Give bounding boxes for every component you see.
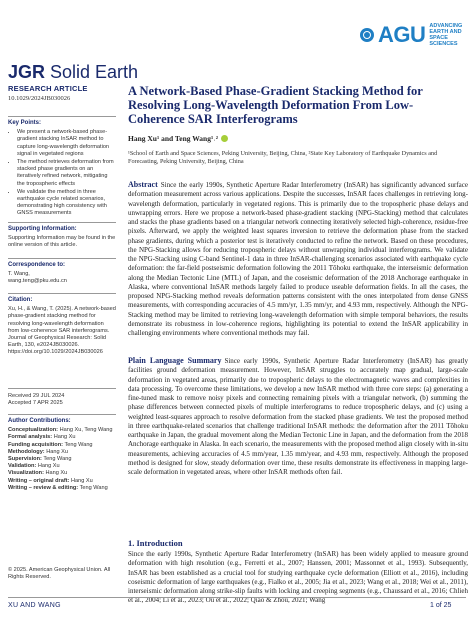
citation: Citation: Xu, H., & Wang, T. (2025). A network-based phase-gradient stacking method for resolving long-wavelength deformation from low-coherence SAR interferograms. Journal of Geophysical Research: Solid Earth, 130, e2024JB030026. https://doi.org/10.1029/2024JB030026 xyxy=(8,297,116,356)
article-type: RESEARCH ARTICLE xyxy=(8,84,88,93)
key-points: Key Points: • We present a network-based phase-gradient stacking InSAR method to capture long-wavelength deformation signal in vegetated regions • The method retrieves deformation from stacked phase gradients on an iteratively refined network, mitigating the tropospheric effects • We validate the method in three earthquake cycle related scenarios, demonstrating high consistency with GNSS measurements xyxy=(8,120,116,219)
abstract-heading: Abstract xyxy=(128,180,158,189)
sidebar-divider xyxy=(8,116,116,117)
pls-text: Since early 1990s, Synthetic Aperture Radar Interferometry (InSAR) has greatly facilities ground deformation measurement. However, InSAR struggles to accurately map gradual, large-scale deformation in vegetated areas, primarily due to tropospheric delays to the electromagnetic waves and complexities in data processing. To overcome these limitations, we develop a new InSAR method with three core steps: (a) generating a fine-tuned mask to remove noisy pixels and connecting remaining pixels with a triangular network, (b) summing the phase differences between connected pixels of multiple interferograms to reduce tropospheric delays, and (c) using a weighted least-squares approach to resolve deformation from the stacked phase gradients. We test the proposed method in three earthquake-related scenarios that challenge traditional InSAR methods: the deformation after the 2011 Tōhoku earthquake in Japan, the gradual movement along the Median Tectonic Line in Japan, and the deformation from the 2018 Anchorage earthquake in Alaska. In each scenario, the measurements with the proposed method align closely with in-situ measurements, achieving accuracies of 4.5 mm/year, 1.35 mm/year, and 4.93 mm, respectively. Although the proposed method is designed for slow, steady deformation over time, these results demonstrate its effectiveness in mapping large-scale deformation in vegetated areas, where other InSAR methods often fail. xyxy=(128,357,468,476)
globe-icon xyxy=(360,28,374,42)
agu-logo-tagline: ADVANCING EARTH AND SPACE SCIENCES xyxy=(429,22,463,48)
article-doi[interactable]: 10.1029/2024JB030026 xyxy=(8,95,71,102)
contribution-row: Conceptualization: Hang Xu, Teng Wang xyxy=(8,427,113,434)
contribution-row: Writing – review & editing: Teng Wang xyxy=(8,484,108,491)
introduction-heading: 1. Introduction xyxy=(128,538,183,548)
author-contributions: Author Contributions: Conceptualization: Hang Xu, Teng Wang Formal analysis: Hang Xu Funding acquisition: Teng Wang Methodology: Hang Xu Supervision: Teng Wang Validation: Hang Xu Visualization: Hang Xu Writing – original draft: Hang Xu Writing – review & editing: Teng Wang xyxy=(8,418,116,492)
sidebar-divider xyxy=(8,293,116,294)
contribution-row: Supervision: Teng Wang xyxy=(8,456,72,463)
contribution-row: Methodology: Hang Xu xyxy=(8,448,68,455)
affiliations: ¹School of Earth and Space Sciences, Peking University, Beijing, China, ²State Key Laboratory of Earthquake Dynamics and Forecasting, Peking University, Beijing, China xyxy=(128,150,438,165)
author-list: Hang Xu¹ and Teng Wang¹˒² xyxy=(128,134,228,143)
article-title: A Network-Based Phase-Gradient Stacking Method for Resolving Long-Wavelength Deformation From Low-Coherence SAR Interferograms xyxy=(128,84,423,126)
abstract-text: Since the early 1990s, Synthetic Aperture Radar Interferometry (InSAR) has significantly advanced surface deformation measurement across various applications. Despite the successes, InSAR faces challenges in retrieving long-wavelength deformation, particularly in vegetated regions. This is primarily due to the tropospheric phase delays and unwrapping errors. Here we propose a network-based phase-gradient stacking (NPG-Stacking) method that calculates and stacks the phase gradients based on a triangular network connecting iteratively selected high-coherence, residue-free pixels. Afterward, we apply the weighted least squares inversion to retrieve the deformation phase from the stacked phase gradients, during which a posterior test is iteratively conducted to refine the network. Based on these procedures, the NPG-Stacking allows for reducing tropospheric delays without unwrapping individual interferograms. We validate the NPG-Stacking using C-band Sentinel-1 data in three InSAR-challenging scenarios associated with earthquake cycle deformation: the far-field postseismic deformation following the 2011 Tōhoku earthquake, the interseismic deformation along the Median Tectonic Line (MTL) of Japan, and the coseismic deformation of the 2018 Anchorage earthquake in Alaska, where conventional InSAR methods largely failed to produce useable deformation fields. In all the cases, the proposed NPG-Stacking method reveals deformation patterns consistent with the ones interpolated from dense GNSS measurements, with corresponding accuracies of 4.5 mm/yr, 1.35 mm/yr, and 4.93 mm, respectively. Although the NPG-Stacking method may be limited to retrieving long-wavelength deformation with simple temporal behaviors, the results demonstrate its robustness in low-coherence regions, highlighting its potential to extend the InSAR applicability in challenging environments where conventional methods may fail. xyxy=(128,181,468,337)
contribution-row: Writing – original draft: Hang Xu xyxy=(8,477,93,484)
supporting-information: Supporting Information: Supporting Information may be found in the online version of this article. xyxy=(8,226,116,249)
sidebar-divider xyxy=(8,258,116,259)
journal-name[interactable]: JGR Solid Earth xyxy=(8,62,139,82)
running-authors: XU AND WANG xyxy=(8,602,61,609)
sidebar-divider xyxy=(8,414,116,415)
page-number: 1 of 25 xyxy=(430,602,452,609)
plain-language-summary xyxy=(128,356,468,477)
sidebar-divider xyxy=(8,222,116,223)
footer-divider xyxy=(8,597,466,598)
key-point: • The method retrieves deformation from stacked phase gradients on an iteratively refined network, mitigating the tropospheric effects xyxy=(17,159,116,188)
contribution-row: Funding acquisition: Teng Wang xyxy=(8,441,93,448)
contribution-row: Formal analysis: Hang Xu xyxy=(8,434,76,441)
sidebar-divider xyxy=(8,388,116,389)
agu-logo-word: AGU xyxy=(378,22,426,47)
contribution-row: Validation: Hang Xu xyxy=(8,463,60,470)
key-point: • We validate the method in three earthquake cycle related scenarios, demonstrating high consistency with GNSS measurements xyxy=(17,189,116,218)
introduction-text: Since the early 1990s, Synthetic Aperture Radar Interferometry (InSAR) has been widely applied to measure ground deformation with high resolution (e.g., Ferretti et al., 2007; Hanssen, 2001; Massonnet et al., 1993). Subsequently, InSAR has been established as a crucial tool for studying earthquake cycle deformation (Elliott et al., 2016), including coseismic deformation of large earthquakes (e.g., Fialko et al., 2005; Jia et al., 2023; Wang et al., 2018; Wei et al., 2011), interseismic deformation along strike-slip faults with locking and creeping segments (e.g., Chaussard et al., 2016; Chlieh et al., 2004; Li et al., 2023; Ou et al., 2022; Qiao & Zhou, 2021; Wang xyxy=(128,550,468,605)
orcid-icon[interactable] xyxy=(221,135,228,142)
correspondence-email-link[interactable]: wang.teng@pku.edu.cn xyxy=(8,278,67,285)
contribution-row: Visualization: Hang Xu xyxy=(8,470,68,477)
copyright-notice: © 2025. American Geophysical Union. All Rights Reserved. xyxy=(8,567,111,580)
dates: Received 29 JUL 2024 Accepted 7 APR 2025 xyxy=(8,393,65,407)
correspondence: Correspondence to: T. Wang, wang.teng@pku.edu.cn xyxy=(8,262,116,286)
abstract xyxy=(128,180,468,338)
pls-heading: Plain Language Summary xyxy=(128,356,222,365)
key-point: • We present a network-based phase-gradient stacking InSAR method to capture long-wavelength deformation signal in vegetated regions xyxy=(17,129,116,158)
agu-logo xyxy=(360,20,468,50)
